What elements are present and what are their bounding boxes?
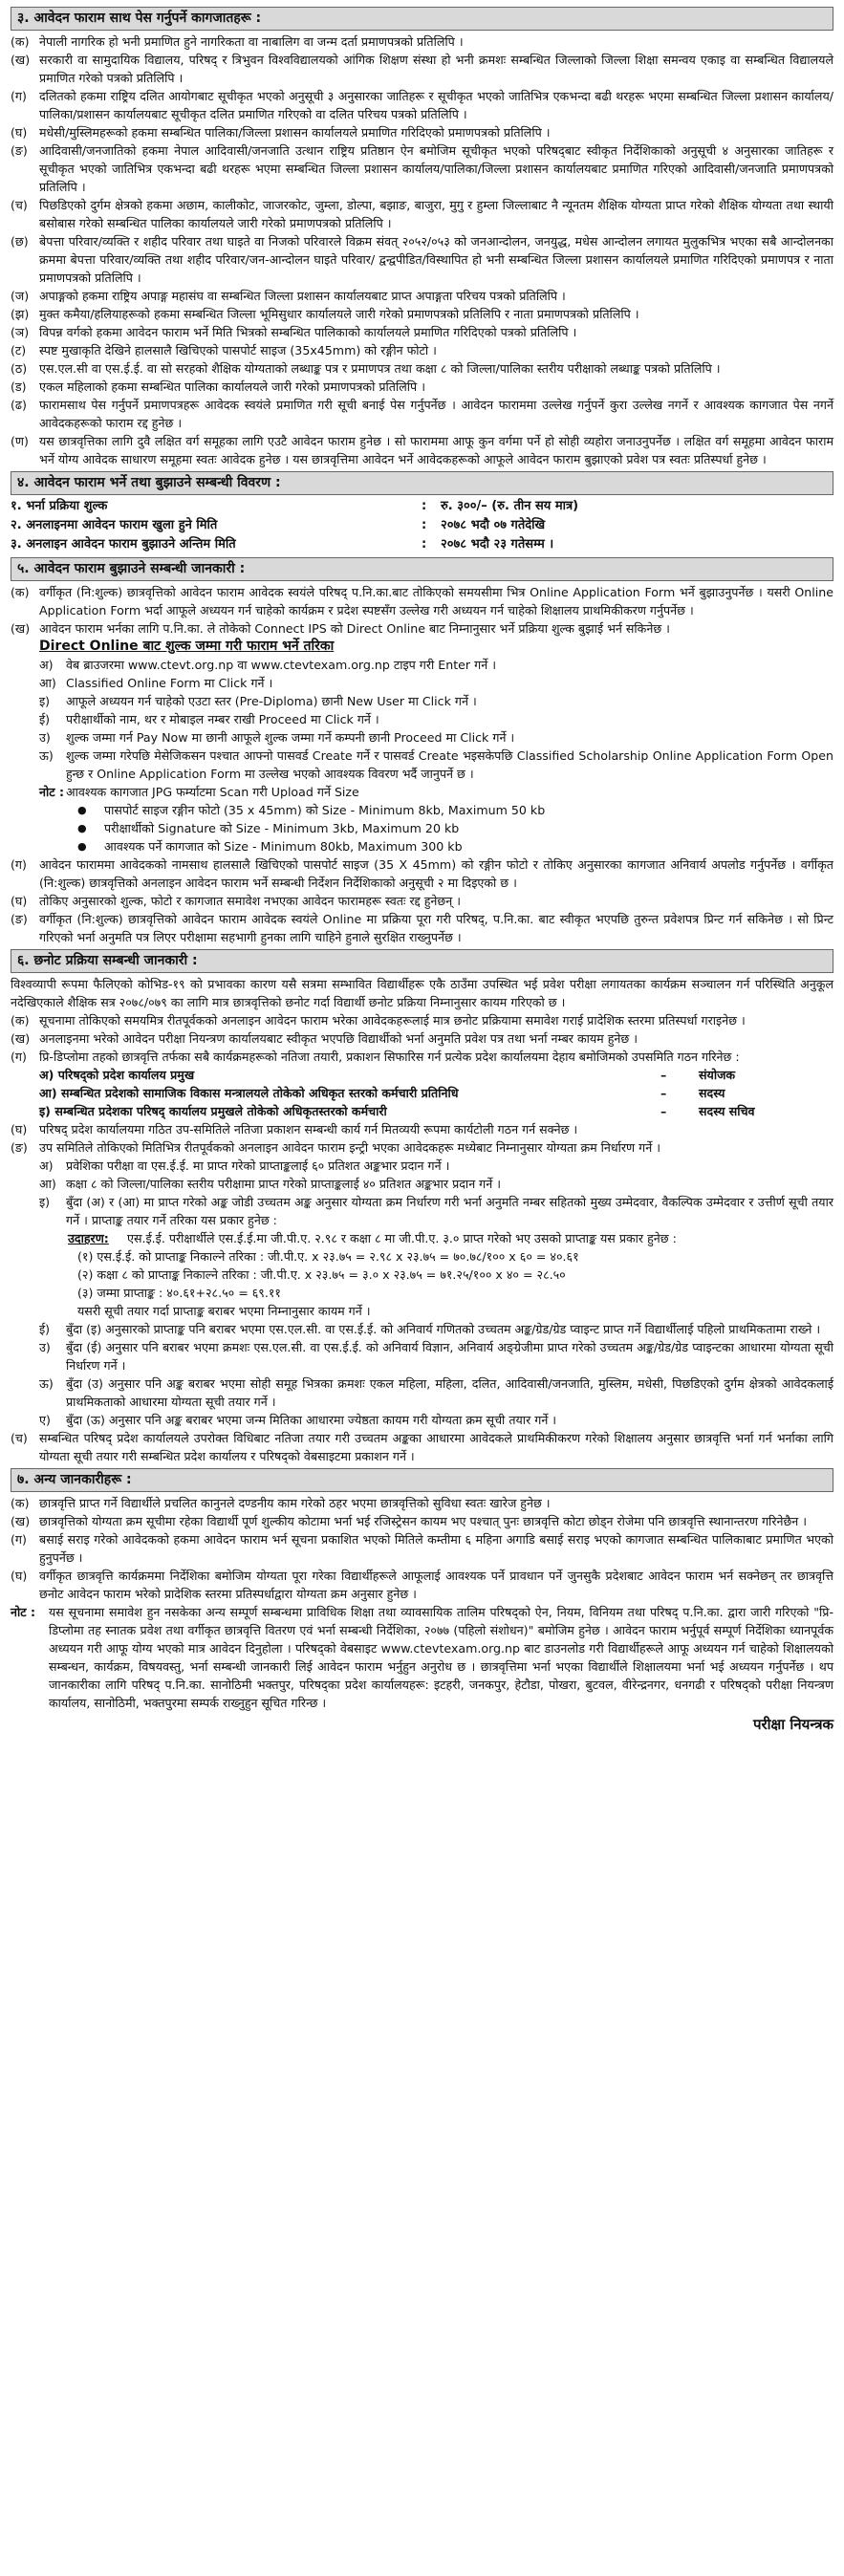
- section-5-item-ka: (क) वर्गीकृत (नि:शुल्क) छात्रवृत्तिको आवेदन फाराम आवेदक स्वयंले परिषद् प.नि.का.बाट तोकिएको समयसीमा भित्र Online Application Form भर्ने बुझाउनुपर्नेछ । यसरी Online Application Form भर्दा आफूले अध्ययन गर्न चाहेको कार्यक्रम र प्रदेश स्पष्टसँग उल्लेख गरी अध्ययन गर्न चाहेको शिक्षालय प्राथमिकीकरण गर्नुपर्नेछ ।: [11, 585, 833, 617]
- document-item: (क) नेपाली नागरिक हो भनी प्रमाणित हुने नागरिकता वा नाबालिग वा जन्म दर्ता प्रमाणपत्रको प्रतिलिपि ।: [11, 34, 464, 49]
- section-6-item-cha: (च) सम्बन्धित परिषद् प्रदेश कार्यालयले उपरोक्त विधिबाट नतिजा तयार गरी उच्चतम अङ्कका आधारमा आवेदकले प्राथमिकीकरण गरेको शिक्षालय अनुसार छात्रवृत्ति भर्ना गर्न भर्नाका लागि योग्यता सूची तयार गरी सम्बन्धित प्रदेश कार्यालय र परिषद्‌को वेबसाइटमा प्रकाशन गर्ने ।: [11, 1431, 833, 1463]
- calc-tail: यसरी सूची तयार गर्दा प्राप्ताङ्क बराबर भएमा निम्नानुसार कायम गर्ने ।: [77, 1304, 371, 1318]
- fee-row: २. अनलाइनमा आवेदन फाराम खुला हुने मिति : २०७८ भदौ ०७ गतेदेखि: [11, 518, 546, 532]
- tiebreak-rule: उ) बुँदा (ई) अनुसार पनि बराबर भएमा क्रमशः एस.एल.सी. वा एस.ई.ई. को अनिवार्य विज्ञान, अनिवार्य अङ्ग्रेजीमा प्राप्त गरेको उच्चतम अङ्क/ग्रेड/ग्रेड प्वाइन्टका आधारमा योग्यता सूची निर्धारण गर्ने ।: [39, 1340, 833, 1373]
- calc-example: उदाहरण: एस.ई.ई. परीक्षार्थीले एस.ई.ई.मा जी.पी.ए. २.९८ र कक्षा ८ मा जी.पी.ए. ३.० प्राप्त गरेको भए उसको प्राप्ताङ्क यस प्रकार हुनेछ :: [68, 1231, 677, 1245]
- tiebreak-rule: ए) बुँदा (ऊ) अनुसार पनि अङ्क बराबर भएमा जन्म मितिका आधारमा ज्येष्ठता कायम गरी योग्यता क्रम सूची तयार गर्ने ।: [39, 1413, 557, 1427]
- document-item: (ठ) एस.एल.सी वा एस.ई.ई. वा सो सरहको शैक्षिक योग्यताको लब्धाङ्क पत्र र प्रमाणपत्र तथा कक्षा ८ को जिल्ला/पालिका स्तरीय परीक्षाको लब्धाङ्क पत्रको प्रतिलिपि ।: [11, 361, 721, 376]
- subcommittee-member: इ) सम्बन्धित प्रदेशका परिषद् कार्यालय प्रमुखले तोकेको अधिकृतस्तरको कर्मचारी – सदस्य सचिव: [39, 1104, 755, 1118]
- online-step: इ) आफूले अध्ययन गर्न चाहेको एउटा स्तर (Pre-Diploma) छानी New User मा Click गर्ने ।: [39, 694, 477, 708]
- section-5-item-ga: (ग) आवेदन फाराममा आवेदकको नामसाथ हालसालै खिचिएको पासपोर्ट साइज (35 X 45mm) को रङ्गीन फोटो र तोकिए अनुसारका कागजात अनिवार्य अपलोड गर्नुपर्नेछ । वर्गीकृत (नि:शुल्क) छात्रवृत्तिको अनलाइन आवेदन फाराम भर्ने सम्बन्धी निर्देशन निर्देशिकाको अनुसूची २ मा दिइएको छ ।: [11, 857, 833, 890]
- tiebreak-list: [11, 1320, 833, 1429]
- tiebreak-rule: ई) बुँदा (इ) अनुसारको प्राप्ताङ्क पनि बराबर भएमा एस.एल.सी. वा एस.ई.ई. को अनिवार्य गणितको उच्चतम अङ्क/ग्रेड/ग्रेड प्वाइन्ट प्राप्त गर्ने विद्यार्थीलाई पहिलो प्राथमिकतामा राख्ने ।: [39, 1322, 821, 1336]
- upload-size-list: [11, 801, 833, 855]
- fee-row: १. भर्ना प्रक्रिया शुल्क : रु. ३००/– (रु. तीन सय मात्र): [11, 499, 579, 513]
- online-step: अ) वेब ब्राउजरमा www.ctevt.org.np वा www.ctevtexam.org.np टाइप गरी Enter गर्ने ।: [39, 658, 496, 672]
- section-3-list: [11, 32, 833, 468]
- document-item: (ण) यस छात्रवृत्तिका लागि दुवै लक्षित वर्ग समूहका लागि एउटै आवेदन फाराम हुनेछ । सो फाराममा आफू कुन वर्गमा पर्ने हो सोही व्यहोरा जनाउनुपर्नेछ । लक्षित वर्ग समूहमा आवेदन फाराम भर्ने योग्य आवेदक साधारण समूहमा स्वतः आवेदक हुनेछ । यस छात्रवृत्तिमा आवेदन भर्ने आवेदकहरूको आफूले आवेदन फाराम बुझाएको प्रवेश पत्र स्वतः प्रतिस्पर्धा हुनेछ ।: [11, 434, 833, 466]
- document-item: (च) पिछडिएको दुर्गम क्षेत्रको हकमा अछाम, कालीकोट, जाजरकोट, जुम्ला, डोल्पा, बझाङ, बाजुरा, मुगु र हुम्ला जिल्लाबाट नै न्यूनतम शैक्षिक योग्यता प्राप्त गरेको शैक्षिक योग्यता तथा स्थायी बसोबास गरेको सम्बन्धित पालिका कार्यालयले जारी गरेको प्रमाणपत्रको प्रतिलिपि ।: [11, 198, 833, 230]
- online-step: आ) Classified Online Form मा Click गर्ने ।: [39, 676, 273, 690]
- section-6-item-kha: (ख) अनलाइनमा भरेको आवेदन परीक्षा नियन्त्रण कार्यालयबाट स्वीकृत भएपछि विद्यार्थीको भर्ना अनुमति प्रवेश पत्र तथा भर्ना नम्बर कायम हुनेछ ।: [11, 1031, 638, 1046]
- info-item: (क) छात्रवृत्ति प्राप्त गर्ने विद्यार्थीले प्रचलित कानुनले दण्डनीय काम गरेको ठहर भएमा छात्रवृत्तिको सुविधा स्वतः खारेज हुनेछ ।: [11, 1496, 551, 1510]
- final-note: नोट : यस सूचनामा समावेश हुन नसकेका अन्य सम्पूर्ण सम्बन्धमा प्राविधिक शिक्षा तथा व्यावसायिक तालिम परिषद्‌को ऐन, नियम, विनियम तथा परिषद् प.नि.का. द्वारा जारी गरिएको "प्रि-डिप्लोमा तह स्नातक प्रवेश तथा वर्गीकृत छात्रवृत्ति वितरण एवं भर्ना सम्बन्धी निर्देशिका, २०७७ (पहिलो संशोधन)" बमोजिम हुनेछ । आवेदन फाराम भर्नुपूर्व सम्पूर्ण निर्देशिका ध्यानपूर्वक अध्ययन गरी आफू योग्य भएको मात्र आवेदन दिनुहोला । परिषद्‌को वेबसाइट www.ctevtexam.org.np बाट डाउनलोड गरी विद्यार्थीहरूले आफू अध्ययन गर्न चाहेको शिक्षालयको सम्बन्धन, कार्यक्रम, विषयवस्तु, भर्ना सम्बन्धी जानकारी लिई आवेदन फाराम भर्नुहुन अनुरोध छ । छात्रवृत्तिमा भर्ना भएका विद्यार्थीले शिक्षालयमा भर्ना भई अध्ययन गर्नुपर्नेछ । थप जानकारीका लागि परिषद् प.नि.का. सानोठिमी भक्तपुर, परिषद्‌का प्रदेश कार्यालयहरू: इटहरी, जनकपुर, हेटौडा, पोखरा, बुटवल, वीरेन्द्रनगर, धनगढी र परिषद्‌को परीक्षा नियन्त्रण कार्यालय, सानोठिमी, भक्तपुरमा सम्पर्क राख्नुहुन सूचित गरिन्छ ।: [11, 1605, 834, 1710]
- document-item: (ट) स्पष्ट मुखाकृति देखिने हालसालै खिचिएको पासपोर्ट साइज (35x45mm) को रङ्गीन फोटो ।: [11, 343, 437, 357]
- merit-criteria-list: [11, 1157, 833, 1229]
- section-6-item-ga: (ग) प्रि-डिप्लोमा तहको छात्रवृत्ति तर्फका सबै कार्यक्रमहरूको नतिजा तयारी, प्रकाशन सिफारिस गर्न प्रत्येक प्रदेश कार्यालयमा देहाय बमोजिमको उपसमिति गठन गरिनेछ :: [11, 1050, 740, 1064]
- section-6-item-ka: (क) सूचनामा तोकिएको समयमित्र रीतपूर्वकको अनलाइन आवेदन फाराम भरेका आवेदकहरूलाई मात्र छनोट प्रक्रियामा समावेश गराई प्रादेशिक स्तरमा प्रतिस्पर्धा गराइनेछ ।: [11, 1013, 746, 1028]
- document-item: (ड) एकल महिलाको हकमा सम्बन्धित पालिका कार्यालयले जारी गरेको प्रमाणपत्रको प्रतिलिपि ।: [11, 379, 425, 394]
- section-5-heading: ५. आवेदन फाराम बुझाउने सम्बन्धी जानकारी :: [11, 557, 833, 581]
- section-3-heading: ३. आवेदन फाराम साथ पेस गर्नुपर्ने कागजातहरू :: [11, 7, 833, 31]
- document-item: (ग) दलितको हकमा राष्ट्रिय दलित आयोगबाट सूचीकृत भएको अनुसूची ३ अनुसारका जातिहरू र सूचीकृत भएको जातिभित्र एकभन्दा बढी थरहरू भएमा सम्बन्धित जिल्ला प्रशासन कार्यालय/पालिका/प्रशासन कार्यालयबाट सूचीकृत दलित प्रमाणित गरिएको वा दलित परिचय पत्रको प्रतिलिपि ।: [11, 89, 833, 121]
- info-item: (ख) छात्रवृत्तिको योग्यता क्रम सूचीमा रहेका विद्यार्थी पूर्ण शुल्कीय कोटामा भर्ना भई रजिस्ट्रेसन कायम भए पश्चात् पुनः छात्रवृत्ति कोटा छोड्न रोजेमा पनि छात्रवृत्ति स्थानान्तरण गरिनेछैन ।: [11, 1514, 808, 1528]
- section-6-intro: विश्वव्यापी रूपमा फैलिएको कोभिड-१९ को प्रभावका कारण यसै सत्रमा सम्भावित विद्यार्थीहरू एकै ठाउँमा उपस्थित भई प्रवेश परीक्षा लगायतका कार्यक्रम सञ्चालन गर्न परिस्थिति अनुकूल नदेखिएकाले शैक्षिक सत्र २०७८/०७९ का लागि मात्र छात्रवृत्तिको छनोट गर्दा विद्यार्थी छनोट प्रक्रिया निम्नानुसार कायम गरिएको छ ।: [11, 977, 833, 1009]
- document-item: (घ) मधेसी/मुस्लिमहरूको हकमा सम्बन्धित पालिका/जिल्ला प्रशासन कार्यालयले प्रमाणित गरिदिएको प्रमाणपत्रको प्रतिलिपि ।: [11, 125, 551, 140]
- document-item: (ञ) विपन्न वर्गको हकमा आवेदन फाराम भर्ने मिति भित्रको सम्बन्धित पालिकाको कार्यालयले प्रमाणित गरिदिएको पत्रको प्रतिलिपि ।: [11, 325, 577, 339]
- section-6-heading: ६. छनोट प्रक्रिया सम्बन्धी जानकारी :: [11, 949, 833, 973]
- section-5-item-gha: (घ) तोकिए अनुसारको शुल्क, फोटो र कागजात समावेश नभएका आवेदन फारामहरू स्वतः रद्द हुनेछन् ।: [11, 894, 461, 908]
- document-item: (छ) बेपत्ता परिवार/व्यक्ति र शहीद परिवार तथा घाइते वा निजको परिवारले विक्रम संवत् २०५२/०५३ को जनआन्दोलन, जनयुद्ध, मधेस आन्दोलन लगायत मुलुकभित्र भएका सबै आन्दोलनका क्रममा बेपत्ता परिवार/व्यक्ति तथा शहीद परिवार/जन-आन्दोलन घाइते परिवार/ द्वन्द्वपीडित/विस्थापित हो भनी सम्बन्धित जिल्ला प्रशासन कार्यालयले प्रमाणित गरिदिएको प्रमाणपत्र र नाता प्रमाणपत्रको प्रतिलिपि ।: [11, 234, 833, 285]
- merit-criterion: इ) बुँदा (अ) र (आ) मा प्राप्त गरेको अङ्क जोडी उच्चतम अङ्क अनुसार योग्यता क्रम निर्धारण गरी भर्ना अनुमति नम्बर सहितको मुख्य उम्मेदवार, वैकल्पिक उम्मेदवार र उत्तीर्ण सूची तयार गर्ने । प्राप्ताङ्क तयार गर्ने तरिका यस प्रकार हुनेछ :: [39, 1195, 833, 1227]
- document-item: (झ) मुक्त कमैया/हलियाहरूको हकमा सम्बन्धित जिल्ला भूमिसुधार कार्यालयले जारी गरेको प्रमाणपत्रको प्रतिलिपि र नाता प्रमाणपत्रको प्रतिलिपि ।: [11, 307, 639, 321]
- section-4-heading: ४. आवेदन फाराम भर्ने तथा बुझाउने सम्बन्धी विवरण :: [11, 471, 833, 495]
- tiebreak-rule: ऊ) बुँदा (उ) अनुसार पनि अङ्क बराबर भएमा सोही समूह भित्रका क्रमशः एकल महिला, महिला, दलित, आदिवासी/जनजाति, मुस्लिम, मधेसी, पिछडिएको दुर्गम क्षेत्रको आवेदकलाई प्राथमिकताको आधारमा योग्यता सूची तयार गर्ने ।: [39, 1376, 833, 1409]
- document-item: (ज) अपाङ्गको हकमा राष्ट्रिय अपाङ्ग महासंघ वा सम्बन्धित जिल्ला प्रशासन कार्यालयबाट प्राप्त अपाङ्गता परिचय पत्रको प्रतिलिपि ।: [11, 289, 566, 303]
- calc-formula: (१) एस.ई.ई. को प्राप्ताङ्क निकाल्ने तरिका : जी.पी.ए. x २३.७५ = २.९८ x २३.७५ = ७०.७८/१०० x ६० = ४०.६१: [77, 1249, 579, 1264]
- online-step: ऊ) शुल्क जम्मा गरेपछि मेसेजिकसन पश्चात आफ्नो पासवर्ड Create गर्ने र पासवर्ड Create भइसकेपछि Classified Scholarship Online Application Form Open हुन्छ र Online Application Form मा उल्लेख भएको आवश्यक विवरण भर्दै जानुपर्ने छ ।: [39, 748, 833, 781]
- document-item: (ख) सरकारी वा सामुदायिक विद्यालय, परिषद् र त्रिभुवन विश्वविद्यालयको आंगिक शिक्षण संस्था हो भनी क्रमशः सम्बन्धित जिल्लाको जिल्ला शिक्षा समन्वय एकाइ वा सम्बन्धित विद्यालयले प्रमाणित गरेको पत्रको प्रतिलिपि ।: [11, 53, 833, 85]
- document-item: (ङ) आदिवासी/जनजातिको हकमा नेपाल आदिवासी/जनजाति उत्थान राष्ट्रिय प्रतिष्ठान ऐन बमोजिम सूचीकृत भएको परिषद्‌बाट स्वीकृत निर्देशिकाको अनुसूची ४ अनुसारका जातिहरू र सूचीकृत भएको जातिभित्र एकभन्दा बढी थरहरू भएमा सम्बन्धित जिल्ला प्रशासन कार्यालय/पालिका/जिल्ला प्रशासन कार्यालयबाट प्रमाणित गरिएको आदिवासी/जनजाति प्रमाणपत्रको प्रतिलिपि ।: [11, 143, 833, 194]
- upload-size-item: ● पासपोर्ट साइज रङ्गीन फोटो (35 x 45mm) को Size - Minimum 8kb, Maximum 50 kb: [77, 803, 546, 817]
- subcommittee-member: अ) परिषद्‌को प्रदेश कार्यालय प्रमुख – संयोजक: [39, 1068, 736, 1082]
- direct-online-title: Direct Online बाट शुल्क जम्मा गरी फाराम भर्ने तरिका: [39, 639, 335, 654]
- merit-criterion: अ) प्रवेशिका परीक्षा वा एस.ई.ई. मा प्राप्त गरेको प्राप्ताङ्कलाई ६० प्रतिशत अङ्कभार प्रदान गर्ने ।: [39, 1158, 450, 1173]
- upload-note: नोट : आवश्यक कागजात JPG फर्म्याटमा Scan गरी Upload गर्ने Size: [39, 785, 359, 799]
- online-step: उ) शुल्क जम्मा गर्न Pay Now मा छानी आफूले शुल्क जम्मा गर्ने कम्पनी छानी Proceed मा Click गर्ने ।: [39, 730, 515, 745]
- fee-table: [11, 497, 833, 554]
- info-item: (ग) बसाई सराइ गरेको आवेदकको हकमा आवेदन फाराम भर्न सूचना प्रकाशित भएको मितिले कम्तीमा ६ महिना अगाडि बसाई सराइ भएको कागजात सम्बन्धित पालिकाबाट प्रमाणित भएको हुनुपर्नेछ ।: [11, 1532, 833, 1565]
- upload-size-item: ● आवश्यक पर्ने कागजात को Size - Minimum 80kb, Maximum 300 kb: [77, 839, 463, 854]
- section-7-list: [11, 1494, 833, 1603]
- section-5-item-nga: (ङ) वर्गीकृत (नि:शुल्क) छात्रवृत्तिको आवेदन फाराम आवेदक स्वयंले Online मा प्रक्रिया पूरा गरी परिषद्, प.नि.का. बाट स्वीकृत भएपछि तुरुन्त प्रवेशपत्र प्रिन्ट गर्न सकिनेछ । सो प्रिन्ट गरिएको भर्ना अनुमति पत्र लिएर परीक्षामा सहभागी हुनका लागि चाहिने हुनाले सुरक्षित राख्नुपर्नेछ ।: [11, 912, 833, 944]
- calc-formula: (२) कक्षा ८ को प्राप्ताङ्क निकाल्ने तरिका : जी.पी.ए. x २३.७५ = ३.० x २३.७५ = ७१.२५/१०० x ४० = २८.५०: [77, 1267, 566, 1282]
- signatory: परीक्षा नियन्त्रक: [753, 1716, 833, 1733]
- bullet-icon: ●: [77, 804, 87, 816]
- subcommittee-list: [11, 1066, 833, 1120]
- fee-row: ३. अनलाइन आवेदन फाराम बुझाउने अन्तिम मिति : २०७८ भदौ २३ गतेसम्म ।: [11, 537, 554, 552]
- online-step: ई) परीक्षार्थीको नाम, थर र मोबाइल नम्बर राखी Proceed मा Click गर्ने ।: [39, 712, 379, 726]
- document-item: (ढ) फारामसाथ पेस गर्नुपर्ने प्रमाणपत्रहरू आवेदक स्वयंले प्रमाणित गरी सूची बनाई पेस गर्नुपर्नेछ । आवेदन फाराममा उल्लेख गर्नुपर्ने कुरा उल्लेख नगर्ने र आवश्यक कागजात पेस नगर्ने आवेदकहरूको फाराम रद्द हुनेछ ।: [11, 398, 833, 430]
- section-5-item-kha: (ख) आवेदन फाराम भर्नका लागि प.नि.का. ले तोकेको Connect IPS को Direct Online बाट निम्नानुसार भर्ने प्रक्रिया शुल्क बुझाई भर्न सकिनेछ ।: [11, 621, 670, 636]
- info-item: (घ) वर्गीकृत छात्रवृत्ति कार्यक्रममा निर्देशिका बमोजिम योग्यता पूरा गरेका विद्यार्थीहरूले आफूलाई आवश्यक पर्ने प्रावधान पर्ने जुनसुकै प्रदेशबाट आवेदन फाराम भर्न सक्नेछन् तर छात्रवृत्ति छनोट आवेदन फाराम भरेको प्रादेशिक स्तरमा प्रतिस्पर्धाद्वारा योग्यता क्रम अनुसार हुनेछ ।: [11, 1569, 833, 1601]
- upload-size-item: ● परीक्षार्थीको Signature को Size - Minimum 3kb, Maximum 20 kb: [77, 821, 460, 835]
- section-7-heading: ७. अन्य जानकारीहरू :: [11, 1468, 833, 1492]
- subcommittee-member: आ) सम्बन्धित प्रदेशको सामाजिक विकास मन्त्रालयले तोकेको अधिकृत स्तरको कर्मचारी प्रतिनिधि – सदस्य: [39, 1086, 725, 1100]
- online-steps-list: [11, 656, 833, 783]
- bullet-icon: ●: [77, 822, 87, 834]
- section-6-item-nga: (ङ) उप समितिले तोकिएको मितिभित्र रीतपूर्वकको अनलाइन आवेदन फाराम इन्ट्री भएका आवेदकहरू मध्येबाट निम्नानुसार योग्यता क्रम निर्धारण गर्ने ।: [11, 1140, 661, 1155]
- bullet-icon: ●: [77, 840, 87, 853]
- section-6-item-gha: (घ) परिषद् प्रदेश कार्यालयमा गठित उप-समितिले नतिजा प्रकाशन सम्बन्धी कार्य गर्न मितव्ययी रूपमा कार्यटोली गठन गर्न सक्नेछ ।: [11, 1122, 578, 1136]
- calc-formula: (३) जम्मा प्राप्ताङ्क : ४०.६१+२८.५० = ६९.११: [77, 1286, 281, 1300]
- merit-criterion: आ) कक्षा ८ को जिल्ला/पालिका स्तरीय परीक्षामा प्राप्त गरेको प्राप्ताङ्कलाई ४० प्रतिशत अङ्कभार प्रदान गर्ने ।: [39, 1177, 502, 1191]
- calc-formulas: [11, 1247, 833, 1302]
